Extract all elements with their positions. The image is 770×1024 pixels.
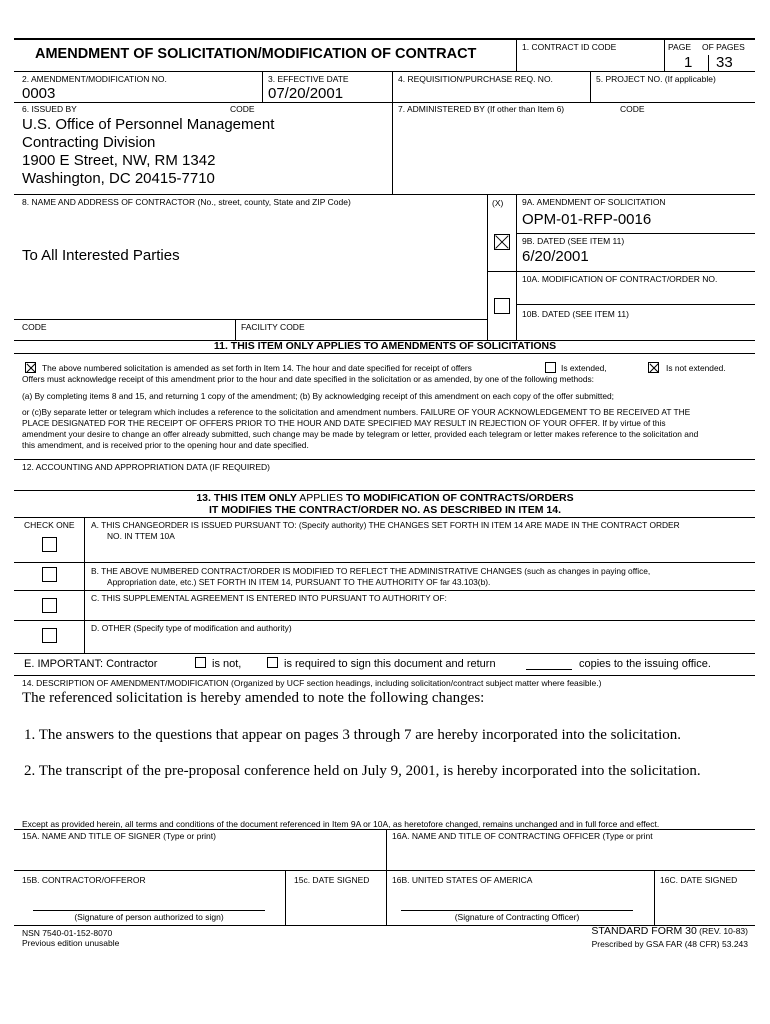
amendment-no-label: 2. AMENDMENT/MODIFICATION NO. bbox=[22, 74, 167, 84]
item-15a-label: 15A. NAME AND TITLE OF SIGNER (Type or print) bbox=[22, 831, 216, 841]
item-10a-label: 10A. MODIFICATION OF CONTRACT/ORDER NO. bbox=[522, 274, 718, 284]
item-11-line-2: Offers must acknowledge receipt of this amendment prior to the hour and date specified in the solicitation or as amended, by one of the following methods: bbox=[22, 374, 594, 384]
page-number: 1 bbox=[684, 54, 693, 71]
item-9b-label: 9B. DATED (SEE ITEM 11) bbox=[522, 236, 625, 246]
check-one-label: CHECK ONE bbox=[24, 520, 75, 530]
item-13b-line-2: Appropriation date, etc.) SET FORTH IN ITEM 14, PURSUANT TO THE AUTHORITY OF far 43.103(b). bbox=[107, 577, 491, 587]
item-12-label: 12. ACCOUNTING AND APPROPRIATION DATA (IF REQUIRED) bbox=[22, 462, 270, 472]
item-16c-label: 16C. DATE SIGNED bbox=[660, 875, 738, 885]
is-not-checkbox[interactable] bbox=[195, 657, 206, 668]
item-9a-value: OPM-01-RFP-0016 bbox=[522, 211, 652, 228]
copies-blank-line[interactable] bbox=[526, 669, 572, 670]
signature-line-15[interactable] bbox=[33, 910, 265, 911]
item-10-checkbox[interactable] bbox=[494, 298, 510, 314]
facility-code-label: FACILITY CODE bbox=[241, 322, 305, 332]
item-13-heading-c: TO MODIFICATION OF CONTRACTS/ORDERS bbox=[345, 492, 574, 504]
item-13-heading-b: APPLIES bbox=[296, 492, 346, 504]
x-column-label: (X) bbox=[492, 198, 504, 208]
item-9a-label: 9A. AMENDMENT OF SOLICITATION bbox=[522, 197, 666, 207]
item-11-para-2: PLACE DESIGNATED FOR THE RECEIPT OF OFFERS PRIOR TO THE HOUR AND DATE SPECIFIED MAY RESULT IN REJECTION OF YOUR OFFER. If by virtue of this bbox=[22, 418, 666, 428]
contractor-code-label: CODE bbox=[22, 322, 47, 332]
issued-by-line-1: U.S. Office of Personnel Management bbox=[22, 116, 275, 133]
is-extended-label: Is extended, bbox=[561, 363, 607, 373]
contract-id-label: 1. CONTRACT ID CODE bbox=[522, 42, 617, 52]
issued-by-label: 6. ISSUED BY bbox=[22, 104, 77, 114]
item-11-para-3: amendment your desire to change an offer already submitted, such change may be made by telegram or letter, provided each telegram or letter makes reference to the solicitation and bbox=[22, 429, 699, 439]
copies-label: copies to the issuing office. bbox=[579, 658, 711, 670]
item-13a-line-1: A. THIS CHANGEORDER IS ISSUED PURSUANT TO: (Specify authority) THE CHANGES SET FORTH IN ITEM 14 ARE MADE IN THE CONTRACT ORDER bbox=[91, 520, 680, 530]
page-label: PAGE bbox=[668, 42, 691, 52]
of-pages-label: OF PAGES bbox=[702, 42, 745, 52]
form-title: AMENDMENT OF SOLICITATION/MODIFICATION OF CONTRACT bbox=[35, 46, 477, 62]
item-10b-label: 10B. DATED (SEE ITEM 11) bbox=[522, 309, 629, 319]
item-14-label: 14. DESCRIPTION OF AMENDMENT/MODIFICATION (Organized by UCF section headings, including solicitation/contract subject matter where feasible.) bbox=[22, 678, 602, 688]
item-16b-label: 16B. UNITED STATES OF AMERICA bbox=[392, 875, 533, 885]
item-14-change-1: 1. The answers to the questions that appear on pages 3 through 7 are hereby incorporated into the solicitation. bbox=[24, 727, 682, 743]
sf30-name: STANDARD FORM 30 bbox=[591, 925, 697, 937]
previous-edition: Previous edition unusable bbox=[22, 938, 120, 948]
is-not-label: is not, bbox=[212, 658, 242, 670]
item-15c-label: 15c. DATE SIGNED bbox=[294, 875, 370, 885]
administered-by-label: 7. ADMINISTERED BY (If other than Item 6) bbox=[398, 104, 565, 114]
item-13c-line: C. THIS SUPPLEMENTAL AGREEMENT IS ENTERED INTO PURSUANT TO AUTHORITY OF: bbox=[91, 593, 447, 603]
administered-by-code-label: CODE bbox=[620, 104, 645, 114]
not-extended-label: Is not extended. bbox=[666, 363, 726, 373]
item-13d-checkbox[interactable] bbox=[42, 628, 57, 643]
signature-caption-15: (Signature of person authorized to sign) bbox=[74, 912, 224, 922]
item-9-checkbox[interactable] bbox=[494, 234, 510, 250]
important-label: E. IMPORTANT: Contractor bbox=[24, 658, 158, 670]
is-extended-checkbox[interactable] bbox=[545, 362, 556, 373]
item-11-line-1: The above numbered solicitation is amended as set forth in Item 14. The hour and date specified for receipt of offers bbox=[42, 363, 472, 373]
is-required-checkbox[interactable] bbox=[267, 657, 278, 668]
requisition-label: 4. REQUISITION/PURCHASE REQ. NO. bbox=[398, 74, 553, 84]
issued-by-code-label: CODE bbox=[230, 104, 255, 114]
issued-by-line-3: 1900 E Street, NW, RM 1342 bbox=[22, 152, 216, 169]
standard-form-label bbox=[500, 925, 748, 938]
effective-date-value: 07/20/2001 bbox=[268, 85, 344, 102]
item-11-heading: 11. THIS ITEM ONLY APPLIES TO AMENDMENTS OF SOLICITATIONS bbox=[213, 340, 557, 352]
issued-by-line-4: Washington, DC 20415-7710 bbox=[22, 170, 215, 187]
item-11-amended-checkbox[interactable] bbox=[25, 362, 36, 373]
item-13b-checkbox[interactable] bbox=[42, 567, 57, 582]
is-required-label: is required to sign this document and return bbox=[284, 658, 496, 670]
item-13a-checkbox[interactable] bbox=[42, 537, 57, 552]
issued-by-line-2: Contracting Division bbox=[22, 134, 156, 151]
project-no-label: 5. PROJECT NO. (If applicable) bbox=[596, 74, 716, 84]
item-15b-label: 15B. CONTRACTOR/OFFEROR bbox=[22, 875, 146, 885]
sf30-rev: (REV. 10-83) bbox=[696, 926, 748, 936]
item-9b-value: 6/20/2001 bbox=[522, 248, 589, 265]
item-14-intro: The referenced solicitation is hereby amended to note the following changes: bbox=[22, 690, 485, 706]
not-extended-checkbox[interactable] bbox=[648, 362, 659, 373]
effective-date-label: 3. EFFECTIVE DATE bbox=[268, 74, 349, 84]
except-provided-text: Except as provided herein, all terms and conditions of the document referenced in Item 9A or 10A, as heretofore changed, remains unchanged and in full force and effect. bbox=[22, 819, 660, 829]
item-14-change-2: 2. The transcript of the pre-proposal conference held on July 9, 2001, is hereby incorporated into the solicitation. bbox=[24, 763, 701, 779]
item-13a-line-2: NO. IN TTEM 10A bbox=[107, 531, 175, 541]
item-11-para-1: or (c)By separate letter or telegram which includes a reference to the solicitation and amendment numbers. FAILURE OF YOUR ACKNOWLEDGEMENT TO BE RECEIVED AT THE bbox=[22, 407, 691, 417]
item-13-heading-2: IT MODIFIES THE CONTRACT/ORDER NO. AS DESCRIBED IN ITEM 14. bbox=[209, 504, 561, 516]
nsn-number: NSN 7540-01-152-8070 bbox=[22, 928, 113, 938]
item-13c-checkbox[interactable] bbox=[42, 598, 57, 613]
total-pages: 33 bbox=[716, 54, 733, 71]
item-13b-line-1: B. THE ABOVE NUMBERED CONTRACT/ORDER IS MODIFIED TO REFLECT THE ADMINISTRATIVE CHANGES (such as changes in paying office, bbox=[91, 566, 651, 576]
signature-line-16[interactable] bbox=[401, 910, 633, 911]
item-13d-line: D. OTHER (Specify type of modification and authority) bbox=[91, 623, 292, 633]
amendment-no-value: 0003 bbox=[22, 85, 56, 102]
item-13-heading-a: 13. THIS ITEM ONLY bbox=[196, 492, 297, 504]
contractor-value: To All Interested Parties bbox=[22, 247, 180, 264]
prescribed-by: Prescribed by GSA FAR (48 CFR) 53.243 bbox=[591, 939, 748, 949]
signature-caption-16: (Signature of Contracting Officer) bbox=[454, 912, 580, 922]
item-11-para-4: this amendment, and is received prior to the opening hour and date specified. bbox=[22, 440, 309, 450]
contractor-label: 8. NAME AND ADDRESS OF CONTRACTOR (No., street, county, State and ZIP Code) bbox=[22, 197, 351, 207]
item-16a-label: 16A. NAME AND TITLE OF CONTRACTING OFFICER (Type or print bbox=[392, 831, 653, 841]
item-11-line-3: (a) By completing items 8 and 15, and returning 1 copy of the amendment; (b) By acknowledging receipt of this amendment on each copy of the offer submitted; bbox=[22, 391, 615, 401]
